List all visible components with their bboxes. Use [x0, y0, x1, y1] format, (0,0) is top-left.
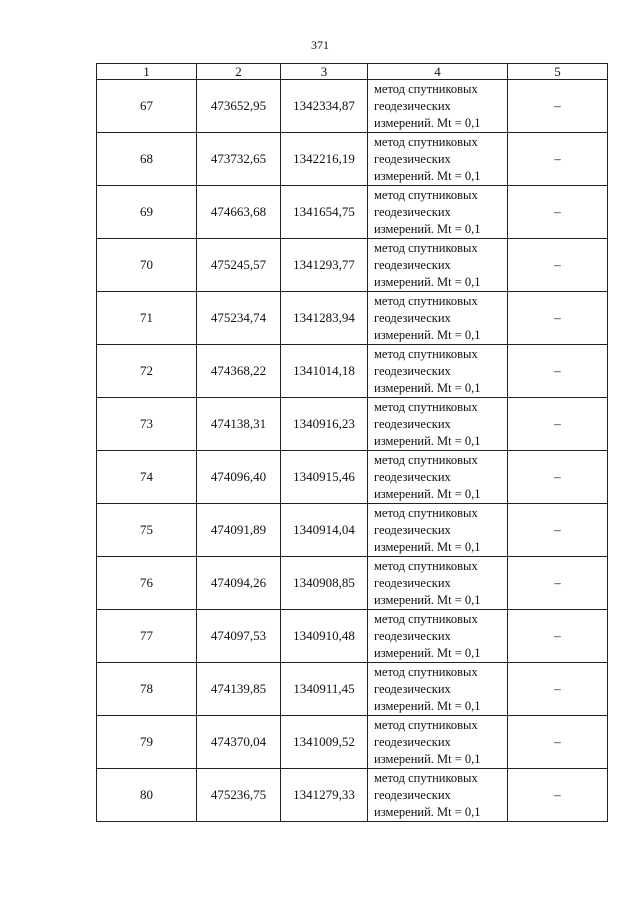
value-cell: –	[508, 292, 608, 345]
method-text-line: метод спутниковых	[374, 187, 478, 202]
method-text-line: геодезических	[374, 151, 451, 166]
table-row	[97, 239, 608, 292]
method-text-line: геодезических	[374, 522, 451, 537]
value-cell: –	[508, 451, 608, 504]
method-text-line: метод спутниковых	[374, 240, 478, 255]
point-number-cell: 80	[97, 769, 197, 822]
method-cell	[368, 239, 508, 292]
x-coordinate-cell: 473732,65	[197, 133, 281, 186]
table-row	[97, 504, 608, 557]
point-number-cell: 69	[97, 186, 197, 239]
method-text-line: измерений. Mt = 0,1	[374, 486, 481, 501]
x-coordinate-cell: 474663,68	[197, 186, 281, 239]
value-cell: –	[508, 610, 608, 663]
method-text-line: метод спутниковых	[374, 452, 478, 467]
header-row	[97, 64, 608, 80]
method-text-line: геодезических	[374, 98, 451, 113]
y-coordinate-cell: 1340910,48	[281, 610, 368, 663]
table-row	[97, 769, 608, 822]
method-cell	[368, 504, 508, 557]
value-cell: –	[508, 239, 608, 292]
x-coordinate-cell: 475236,75	[197, 769, 281, 822]
method-text-line: измерений. Mt = 0,1	[374, 433, 481, 448]
method-text-line: метод спутниковых	[374, 346, 478, 361]
table-row	[97, 451, 608, 504]
x-coordinate-cell: 474097,53	[197, 610, 281, 663]
point-number-cell: 75	[97, 504, 197, 557]
point-number-cell: 73	[97, 398, 197, 451]
point-number-cell: 79	[97, 716, 197, 769]
point-number-cell: 72	[97, 345, 197, 398]
table-row	[97, 610, 608, 663]
method-text-line: метод спутниковых	[374, 505, 478, 520]
x-coordinate-cell: 474139,85	[197, 663, 281, 716]
method-text-line: геодезических	[374, 681, 451, 696]
method-cell	[368, 557, 508, 610]
method-text-line: метод спутниковых	[374, 611, 478, 626]
method-cell	[368, 398, 508, 451]
table-row	[97, 557, 608, 610]
method-cell	[368, 610, 508, 663]
y-coordinate-cell: 1341293,77	[281, 239, 368, 292]
method-cell	[368, 663, 508, 716]
method-text-line: измерений. Mt = 0,1	[374, 274, 481, 289]
table-row	[97, 186, 608, 239]
method-text-line: измерений. Mt = 0,1	[374, 539, 481, 554]
y-coordinate-cell: 1341279,33	[281, 769, 368, 822]
header-col-1: 1	[97, 64, 197, 80]
method-cell	[368, 345, 508, 398]
method-cell	[368, 769, 508, 822]
method-text-line: измерений. Mt = 0,1	[374, 592, 481, 607]
method-text-line: геодезических	[374, 204, 451, 219]
method-text-line: геодезических	[374, 469, 451, 484]
value-cell: –	[508, 398, 608, 451]
table-row	[97, 663, 608, 716]
method-cell	[368, 80, 508, 133]
table-row	[97, 345, 608, 398]
method-text-line: геодезических	[374, 734, 451, 749]
method-text-line: метод спутниковых	[374, 293, 478, 308]
method-text-line: геодезических	[374, 310, 451, 325]
point-number-cell: 70	[97, 239, 197, 292]
header-col-4: 4	[368, 64, 508, 80]
header-col-3: 3	[281, 64, 368, 80]
table-header	[97, 64, 608, 80]
value-cell: –	[508, 557, 608, 610]
y-coordinate-cell: 1340916,23	[281, 398, 368, 451]
x-coordinate-cell: 474096,40	[197, 451, 281, 504]
y-coordinate-cell: 1341009,52	[281, 716, 368, 769]
value-cell: –	[508, 769, 608, 822]
x-coordinate-cell: 475245,57	[197, 239, 281, 292]
method-text-line: измерений. Mt = 0,1	[374, 380, 481, 395]
method-text-line: геодезических	[374, 257, 451, 272]
method-cell	[368, 292, 508, 345]
x-coordinate-cell: 474094,26	[197, 557, 281, 610]
method-text-line: метод спутниковых	[374, 558, 478, 573]
method-text-line: геодезических	[374, 787, 451, 802]
method-text-line: измерений. Mt = 0,1	[374, 115, 481, 130]
method-text-line: метод спутниковых	[374, 664, 478, 679]
point-number-cell: 76	[97, 557, 197, 610]
y-coordinate-cell: 1341654,75	[281, 186, 368, 239]
header-col-2: 2	[197, 64, 281, 80]
point-number-cell: 78	[97, 663, 197, 716]
value-cell: –	[508, 504, 608, 557]
value-cell: –	[508, 133, 608, 186]
x-coordinate-cell: 474138,31	[197, 398, 281, 451]
value-cell: –	[508, 80, 608, 133]
method-text-line: метод спутниковых	[374, 770, 478, 785]
page-number: 371	[311, 38, 329, 52]
table-row	[97, 133, 608, 186]
method-text-line: метод спутниковых	[374, 134, 478, 149]
x-coordinate-cell: 473652,95	[197, 80, 281, 133]
method-text-line: измерений. Mt = 0,1	[374, 751, 481, 766]
method-text-line: геодезических	[374, 363, 451, 378]
method-text-line: геодезических	[374, 628, 451, 643]
method-text-line: измерений. Mt = 0,1	[374, 645, 481, 660]
y-coordinate-cell: 1340911,45	[281, 663, 368, 716]
value-cell: –	[508, 345, 608, 398]
point-number-cell: 68	[97, 133, 197, 186]
method-text-line: измерений. Mt = 0,1	[374, 804, 481, 819]
method-text-line: метод спутниковых	[374, 717, 478, 732]
y-coordinate-cell: 1341014,18	[281, 345, 368, 398]
method-text-line: геодезических	[374, 575, 451, 590]
x-coordinate-cell: 474091,89	[197, 504, 281, 557]
method-text-line: геодезических	[374, 416, 451, 431]
y-coordinate-cell: 1340914,04	[281, 504, 368, 557]
y-coordinate-cell: 1340915,46	[281, 451, 368, 504]
method-text-line: метод спутниковых	[374, 81, 478, 96]
point-number-cell: 74	[97, 451, 197, 504]
table-body	[97, 80, 608, 822]
point-number-cell: 77	[97, 610, 197, 663]
table-row	[97, 80, 608, 133]
method-cell	[368, 186, 508, 239]
method-cell	[368, 716, 508, 769]
method-text-line: измерений. Mt = 0,1	[374, 698, 481, 713]
coordinates-table	[96, 63, 608, 822]
value-cell: –	[508, 716, 608, 769]
value-cell: –	[508, 186, 608, 239]
point-number-cell: 71	[97, 292, 197, 345]
point-number-cell: 67	[97, 80, 197, 133]
x-coordinate-cell: 475234,74	[197, 292, 281, 345]
method-text-line: метод спутниковых	[374, 399, 478, 414]
method-text-line: измерений. Mt = 0,1	[374, 327, 481, 342]
table-row	[97, 292, 608, 345]
y-coordinate-cell: 1342334,87	[281, 80, 368, 133]
method-text-line: измерений. Mt = 0,1	[374, 221, 481, 236]
value-cell: –	[508, 663, 608, 716]
y-coordinate-cell: 1342216,19	[281, 133, 368, 186]
method-text-line: измерений. Mt = 0,1	[374, 168, 481, 183]
y-coordinate-cell: 1341283,94	[281, 292, 368, 345]
method-cell	[368, 451, 508, 504]
y-coordinate-cell: 1340908,85	[281, 557, 368, 610]
x-coordinate-cell: 474370,04	[197, 716, 281, 769]
method-cell	[368, 133, 508, 186]
header-col-5: 5	[508, 64, 608, 80]
table-row	[97, 716, 608, 769]
table-row	[97, 398, 608, 451]
x-coordinate-cell: 474368,22	[197, 345, 281, 398]
